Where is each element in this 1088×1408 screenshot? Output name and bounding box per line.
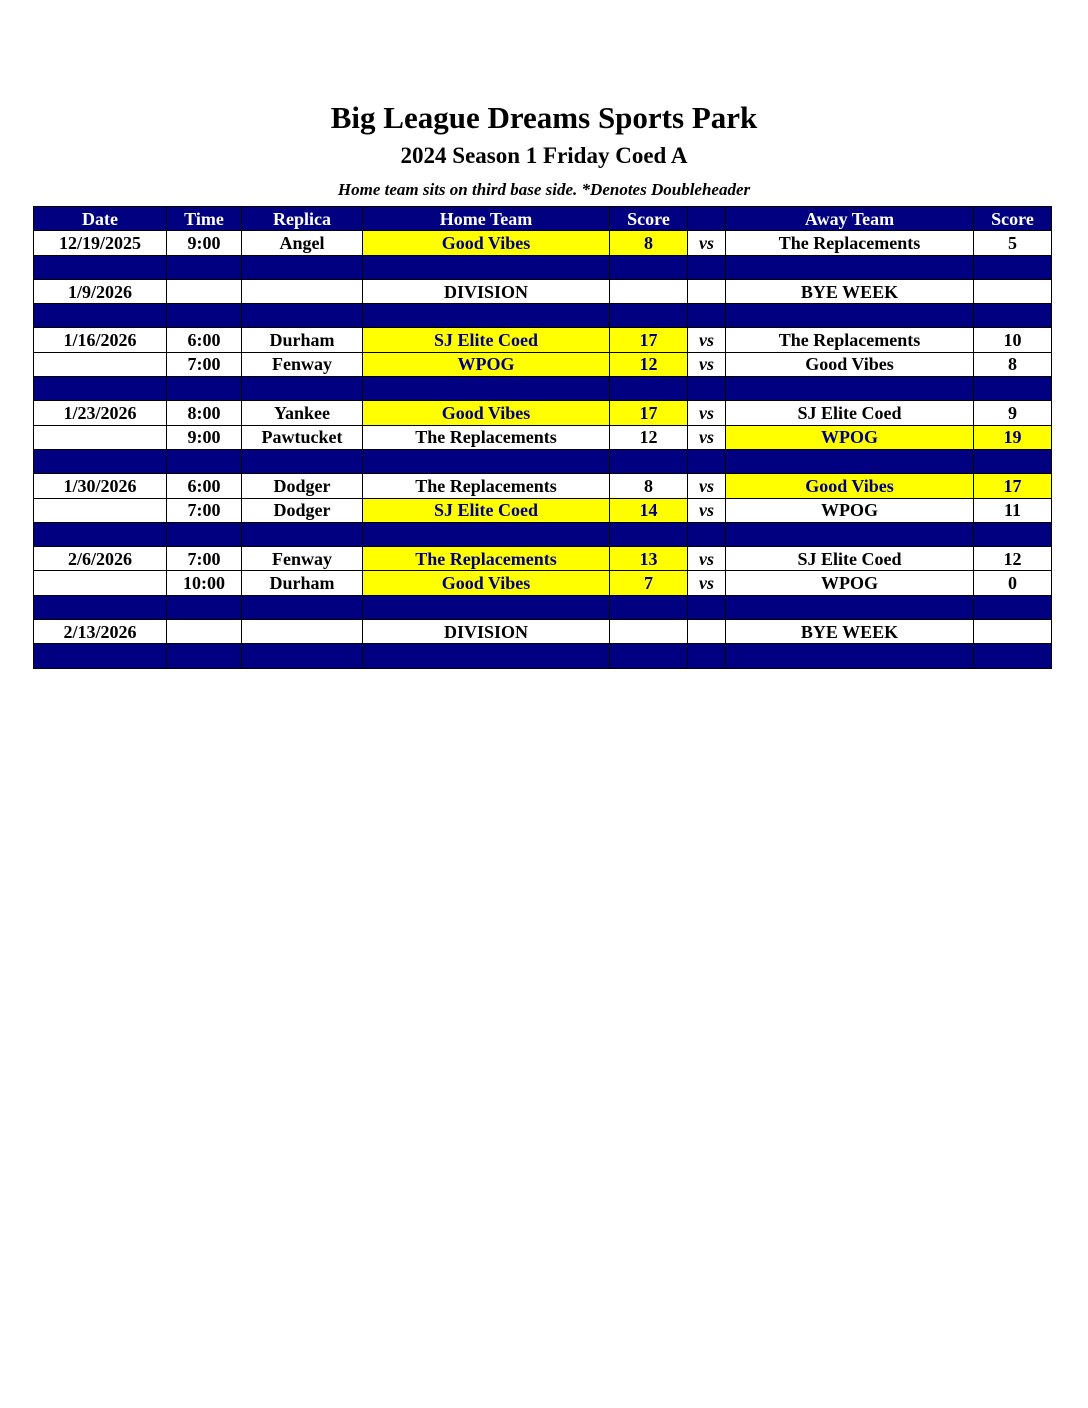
page-title: Big League Dreams Sports Park <box>330 100 758 135</box>
cell-home-team: Good Vibes <box>363 231 610 255</box>
spacer-cell <box>34 449 167 473</box>
cell-time: 7:00 <box>167 498 242 522</box>
cell-time: 8:00 <box>167 401 242 425</box>
cell-time: 10:00 <box>167 571 242 595</box>
spacer-cell <box>242 377 363 401</box>
cell-away-score: 10 <box>974 328 1052 352</box>
spacer-row <box>34 304 1052 328</box>
cell-vs: vs <box>688 547 726 571</box>
cell-away-score: 0 <box>974 571 1052 595</box>
cell-home-team: SJ Elite Coed <box>363 498 610 522</box>
spacer-cell <box>242 644 363 668</box>
spacer-cell <box>167 449 242 473</box>
schedule-note: Home team sits on third base side. *Denotes Doubleheader <box>337 180 751 199</box>
game-row <box>34 231 1052 255</box>
game-row <box>34 401 1052 425</box>
cell-away-team: The Replacements <box>726 328 974 352</box>
spacer-cell <box>974 377 1052 401</box>
cell-home-score: 12 <box>610 425 688 449</box>
cell-time: 6:00 <box>167 474 242 498</box>
col-header-away-score: Score <box>974 207 1052 231</box>
spacer-cell <box>688 255 726 279</box>
col-header-date: Date <box>34 207 167 231</box>
spacer-cell <box>610 255 688 279</box>
spacer-cell <box>726 449 974 473</box>
schedule-body <box>34 231 1052 668</box>
cell-vs <box>688 279 726 303</box>
col-header-replica: Replica <box>242 207 363 231</box>
spacer-cell <box>726 644 974 668</box>
cell-away-score: 11 <box>974 498 1052 522</box>
spacer-cell <box>242 449 363 473</box>
cell-home-score: 17 <box>610 328 688 352</box>
cell-replica: Pawtucket <box>242 425 363 449</box>
spacer-cell <box>610 449 688 473</box>
spacer-cell <box>34 644 167 668</box>
spacer-cell <box>167 255 242 279</box>
table-header-row <box>34 207 1052 231</box>
cell-away-team: BYE WEEK <box>726 620 974 644</box>
cell-date: 1/16/2026 <box>34 328 167 352</box>
cell-date <box>34 352 167 376</box>
cell-away-team: Good Vibes <box>726 352 974 376</box>
page-subtitle: 2024 Season 1 Friday Coed A <box>400 143 688 168</box>
spacer-cell <box>688 595 726 619</box>
spacer-cell <box>726 304 974 328</box>
bye-week-row <box>34 620 1052 644</box>
spacer-cell <box>974 449 1052 473</box>
cell-date: 1/30/2026 <box>34 474 167 498</box>
col-header-home-score: Score <box>610 207 688 231</box>
cell-date: 2/13/2026 <box>34 620 167 644</box>
game-row <box>34 547 1052 571</box>
spacer-cell <box>610 522 688 546</box>
cell-away-score: 8 <box>974 352 1052 376</box>
spacer-cell <box>363 644 610 668</box>
spacer-cell <box>726 522 974 546</box>
spacer-row <box>34 377 1052 401</box>
cell-date <box>34 498 167 522</box>
spacer-cell <box>610 644 688 668</box>
spacer-cell <box>34 377 167 401</box>
spacer-cell <box>34 522 167 546</box>
cell-home-score: 13 <box>610 547 688 571</box>
spacer-cell <box>363 449 610 473</box>
spacer-cell <box>363 377 610 401</box>
spacer-cell <box>726 595 974 619</box>
cell-home-team: Good Vibes <box>363 571 610 595</box>
cell-away-team: Good Vibes <box>726 474 974 498</box>
cell-time: 7:00 <box>167 547 242 571</box>
spacer-cell <box>363 304 610 328</box>
cell-replica: Dodger <box>242 474 363 498</box>
cell-vs: vs <box>688 498 726 522</box>
spacer-cell <box>688 644 726 668</box>
spacer-cell <box>242 522 363 546</box>
cell-replica: Dodger <box>242 498 363 522</box>
cell-away-team: WPOG <box>726 498 974 522</box>
cell-vs: vs <box>688 425 726 449</box>
cell-date <box>34 571 167 595</box>
cell-time: 6:00 <box>167 328 242 352</box>
cell-home-team: DIVISION <box>363 620 610 644</box>
spacer-cell <box>610 377 688 401</box>
cell-home-team: The Replacements <box>363 425 610 449</box>
cell-replica: Durham <box>242 571 363 595</box>
cell-time <box>167 620 242 644</box>
cell-vs: vs <box>688 401 726 425</box>
col-header-time: Time <box>167 207 242 231</box>
cell-date: 2/6/2026 <box>34 547 167 571</box>
cell-home-score: 7 <box>610 571 688 595</box>
cell-home-team: DIVISION <box>363 279 610 303</box>
cell-vs: vs <box>688 352 726 376</box>
cell-replica: Durham <box>242 328 363 352</box>
spacer-cell <box>974 644 1052 668</box>
col-header-home-team: Home Team <box>363 207 610 231</box>
cell-home-score: 14 <box>610 498 688 522</box>
cell-time: 7:00 <box>167 352 242 376</box>
spacer-cell <box>974 595 1052 619</box>
cell-home-score: 12 <box>610 352 688 376</box>
spacer-cell <box>167 377 242 401</box>
cell-home-team: SJ Elite Coed <box>363 328 610 352</box>
cell-date: 12/19/2025 <box>34 231 167 255</box>
spacer-cell <box>242 255 363 279</box>
spacer-cell <box>688 522 726 546</box>
cell-home-team: WPOG <box>363 352 610 376</box>
spacer-cell <box>610 595 688 619</box>
cell-away-score: 17 <box>974 474 1052 498</box>
spacer-cell <box>167 522 242 546</box>
cell-away-team: The Replacements <box>726 231 974 255</box>
cell-vs: vs <box>688 328 726 352</box>
cell-time <box>167 279 242 303</box>
cell-home-team: Good Vibes <box>363 401 610 425</box>
cell-away-score: 12 <box>974 547 1052 571</box>
spacer-cell <box>363 255 610 279</box>
game-row <box>34 571 1052 595</box>
cell-time: 9:00 <box>167 425 242 449</box>
cell-replica: Yankee <box>242 401 363 425</box>
spacer-cell <box>363 522 610 546</box>
cell-home-team: The Replacements <box>363 547 610 571</box>
spacer-cell <box>974 522 1052 546</box>
spacer-cell <box>688 304 726 328</box>
spacer-cell <box>167 304 242 328</box>
spacer-row <box>34 255 1052 279</box>
cell-vs <box>688 620 726 644</box>
cell-vs: vs <box>688 474 726 498</box>
cell-date: 1/9/2026 <box>34 279 167 303</box>
cell-date <box>34 425 167 449</box>
spacer-cell <box>610 304 688 328</box>
spacer-cell <box>726 377 974 401</box>
spacer-row <box>34 522 1052 546</box>
spacer-cell <box>167 644 242 668</box>
cell-away-team: SJ Elite Coed <box>726 401 974 425</box>
game-row <box>34 352 1052 376</box>
spacer-cell <box>363 595 610 619</box>
cell-replica <box>242 279 363 303</box>
cell-replica: Fenway <box>242 352 363 376</box>
cell-home-score: 8 <box>610 231 688 255</box>
spacer-cell <box>242 595 363 619</box>
game-row <box>34 474 1052 498</box>
cell-away-team: WPOG <box>726 425 974 449</box>
spacer-cell <box>34 595 167 619</box>
cell-away-team: BYE WEEK <box>726 279 974 303</box>
cell-replica <box>242 620 363 644</box>
cell-replica: Fenway <box>242 547 363 571</box>
spacer-cell <box>726 255 974 279</box>
cell-home-score: 17 <box>610 401 688 425</box>
cell-replica: Angel <box>242 231 363 255</box>
game-row <box>34 498 1052 522</box>
spacer-row <box>34 644 1052 668</box>
cell-home-score <box>610 279 688 303</box>
spacer-cell <box>242 304 363 328</box>
cell-away-score: 19 <box>974 425 1052 449</box>
bye-week-row <box>34 279 1052 303</box>
cell-home-team: The Replacements <box>363 474 610 498</box>
spacer-row <box>34 595 1052 619</box>
col-header-vs <box>688 207 726 231</box>
spacer-cell <box>974 304 1052 328</box>
game-row <box>34 328 1052 352</box>
cell-home-score <box>610 620 688 644</box>
game-row <box>34 425 1052 449</box>
spacer-cell <box>688 449 726 473</box>
col-header-away-team: Away Team <box>726 207 974 231</box>
cell-away-score <box>974 279 1052 303</box>
cell-away-score: 5 <box>974 231 1052 255</box>
cell-vs: vs <box>688 231 726 255</box>
cell-away-score <box>974 620 1052 644</box>
cell-away-team: WPOG <box>726 571 974 595</box>
spacer-cell <box>34 255 167 279</box>
cell-home-score: 8 <box>610 474 688 498</box>
spacer-cell <box>167 595 242 619</box>
cell-away-score: 9 <box>974 401 1052 425</box>
spacer-cell <box>688 377 726 401</box>
schedule-table <box>33 206 1052 669</box>
cell-vs: vs <box>688 571 726 595</box>
spacer-cell <box>34 304 167 328</box>
cell-away-team: SJ Elite Coed <box>726 547 974 571</box>
cell-time: 9:00 <box>167 231 242 255</box>
spacer-row <box>34 449 1052 473</box>
spacer-cell <box>974 255 1052 279</box>
cell-date: 1/23/2026 <box>34 401 167 425</box>
